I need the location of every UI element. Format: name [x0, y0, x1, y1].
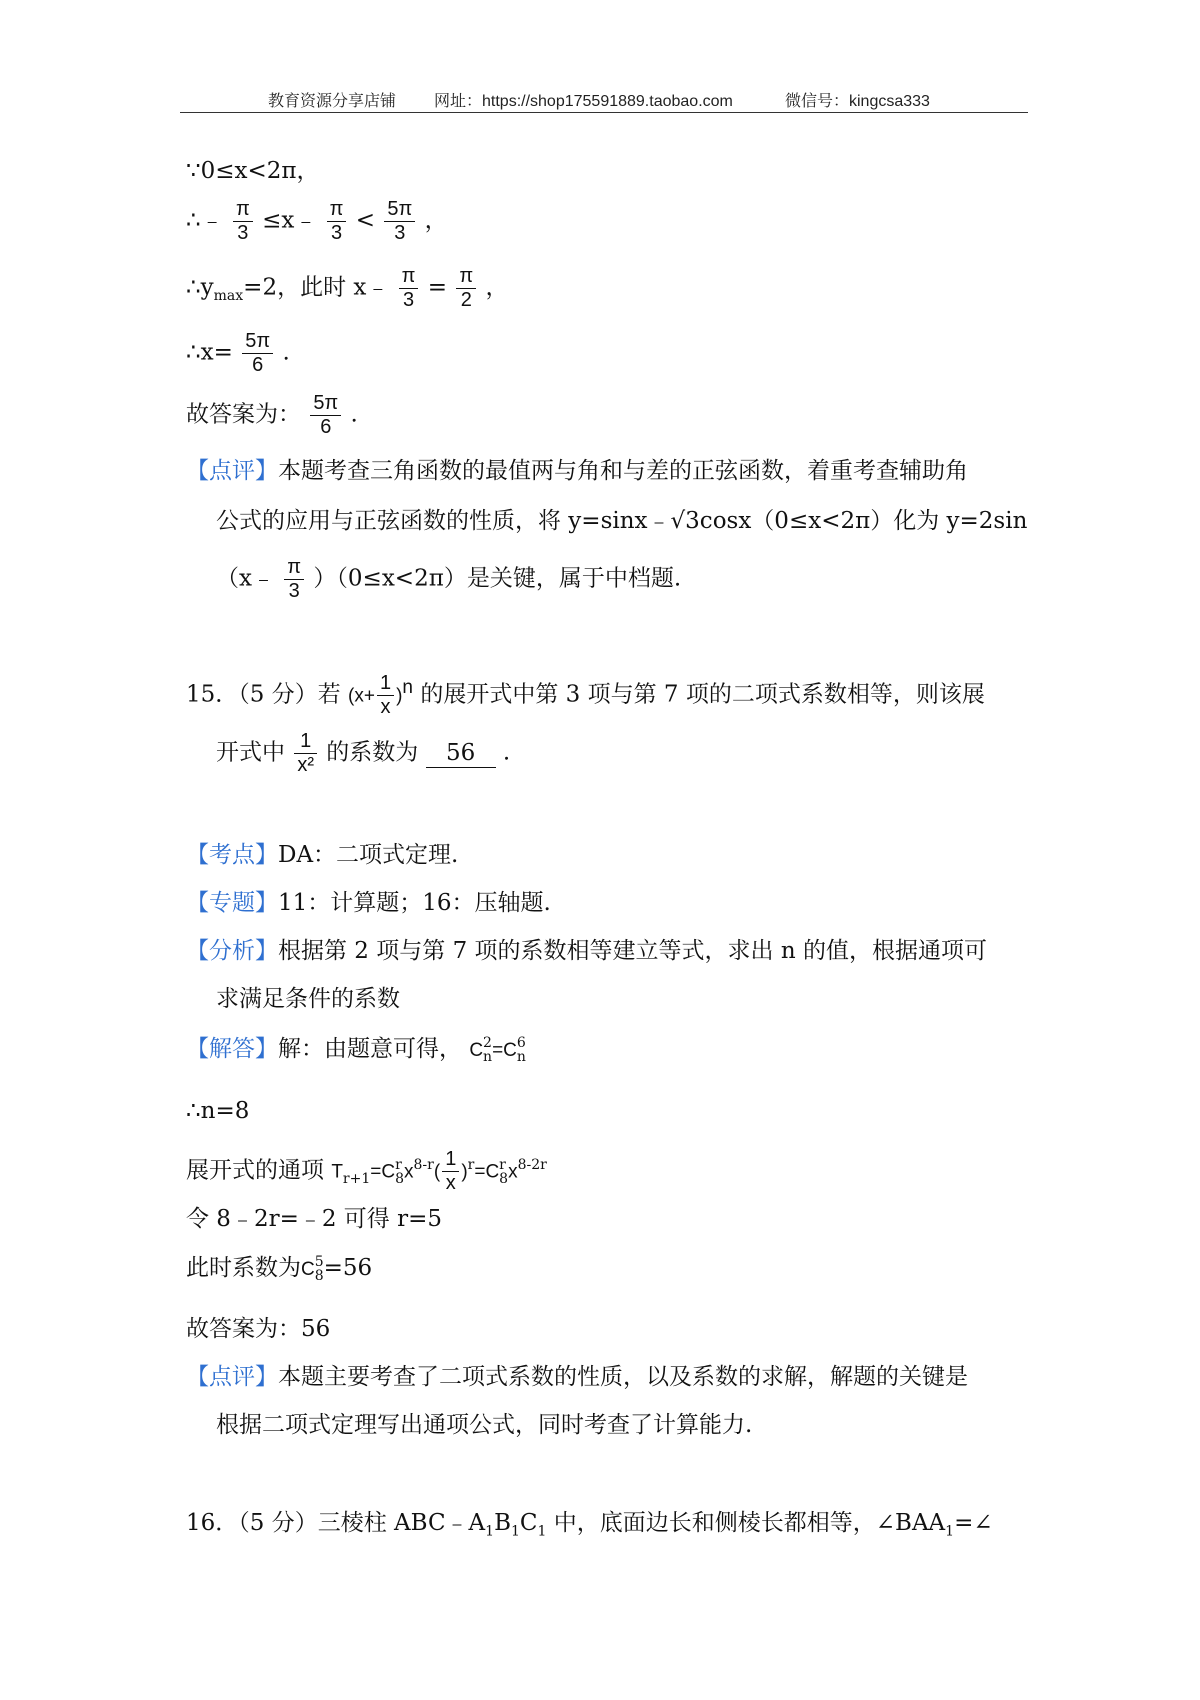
q15-final-answer: 故答案为：56 [186, 1316, 331, 1342]
prev-answer-line: 故答案为： $\frac{5\pi}{6}$ . [186, 392, 358, 438]
q15-coefficient: 此时系数为C 5 8 =56 [186, 1254, 373, 1284]
prev-comment-line-3: （x﹣ $\frac{\pi}{3}$ ）（0≤x<2π）是关键，属于中档题. [216, 556, 682, 602]
header-shop: 教育资源分享店铺 [268, 93, 397, 110]
fraction-5pi-6: $\frac{5\pi}{6}$ [242, 330, 273, 377]
fraction-pi-3: $\frac{\pi}{3}$ [327, 198, 347, 245]
q15-dianping-line-2: 根据二项式定理写出通项公式，同时考查了计算能力. [216, 1412, 753, 1438]
q15-fenxi-line-2: 求满足条件的系数 [216, 986, 400, 1012]
comment-tag: 【点评】 [186, 458, 278, 484]
fraction-pi-3: $\frac{\pi}{3}$ [284, 556, 304, 603]
fraction-pi-3: $\frac{\pi}{3}$ [399, 265, 419, 312]
q15-dianping-line-1: 【点评】本题主要考查了二项式系数的性质，以及系数的求解，解题的关键是 [186, 1364, 968, 1390]
prev-line-3: $\therefore y_{max}=2$，此时 x﹣ $\frac{\pi}{3}$ = $\frac{\pi}{2}$ ， [186, 265, 509, 311]
q15-fenxi-line-1: 【分析】根据第 2 项与第 7 项的系数相等建立等式，求出 n 的值，根据通项可 [186, 938, 987, 964]
page-header [180, 84, 1028, 113]
q16-stem: 16．（5 分）三棱柱 $ABC﹣A_1B_1C_1$ 中，底面边长和侧棱长都相等，$\angle BAA_1=\angle$ [186, 1510, 993, 1540]
q15-jieda: 【解答】解：由题意可得， C 2 n =C 6 n [186, 1035, 526, 1065]
prev-line-4: ∴x= $\frac{5\pi}{6}$ . [186, 330, 290, 376]
q15-n-value: ∴n=8 [186, 1098, 250, 1124]
fraction-1-x2: $\frac{1}{\text{x²}}$ [294, 730, 317, 777]
fraction-1-x: $\frac{1}{x}$ [377, 672, 394, 719]
header-url: 网址：https://shop175591889.taobao.com [434, 93, 733, 110]
fraction-pi-3: $\frac{\pi}{3}$ [233, 198, 253, 245]
prev-comment-line-2: 公式的应用与正弦函数的性质，将 y=sinx﹣√3cosx（0≤x<2π）化为 y=2sin [216, 508, 1028, 534]
fraction-pi-2: $\frac{\pi}{2}$ [456, 265, 476, 312]
q15-kaodian: 【考点】DA：二项式定理. [186, 842, 459, 868]
prev-comment-line-1: 【点评】本题考查三角函数的最值两与角和与差的正弦函数，着重考查辅助角 [186, 458, 968, 484]
q15-general-term: 展开式的通项 $T_{r+1}=C$ r 8 $x^{8-r}$( $\frac{1}{x}$ )$^r$=C r 8 $x^{8-2r}$ [186, 1148, 547, 1194]
prev-line-1: ∵0≤x<2π， [186, 158, 320, 184]
q15-stem-line-1: 15．（5 分）若 (x+ $\frac{1}{x}$ )$^n$ 的展开式中第 3 项与第 7 项的二项式系数相等，则该展 [186, 672, 985, 718]
prev-line-2: ∴﹣ $\frac{\pi}{3}$ ≤x﹣ $\frac{\pi}{3}$ < $\frac{5\pi}{3}$ ， [186, 198, 448, 244]
fraction-5pi-3: $\frac{5\pi}{3}$ [384, 198, 415, 245]
answer-blank: 56 [426, 740, 496, 769]
fraction-1-x: $\frac{1}{x}$ [442, 1148, 459, 1195]
q15-solve-r: 令 8﹣2r=﹣2 可得 r=5 [186, 1206, 442, 1232]
q15-stem-line-2: 开式中 $\frac{1}{\text{x²}}$ 的系数为 56 . [216, 730, 511, 776]
q15-zhuanti: 【专题】11：计算题；16：压轴题. [186, 890, 551, 916]
fraction-5pi-6: $\frac{5\pi}{6}$ [310, 392, 341, 439]
header-wechat: 微信号：kingcsa333 [785, 93, 930, 110]
